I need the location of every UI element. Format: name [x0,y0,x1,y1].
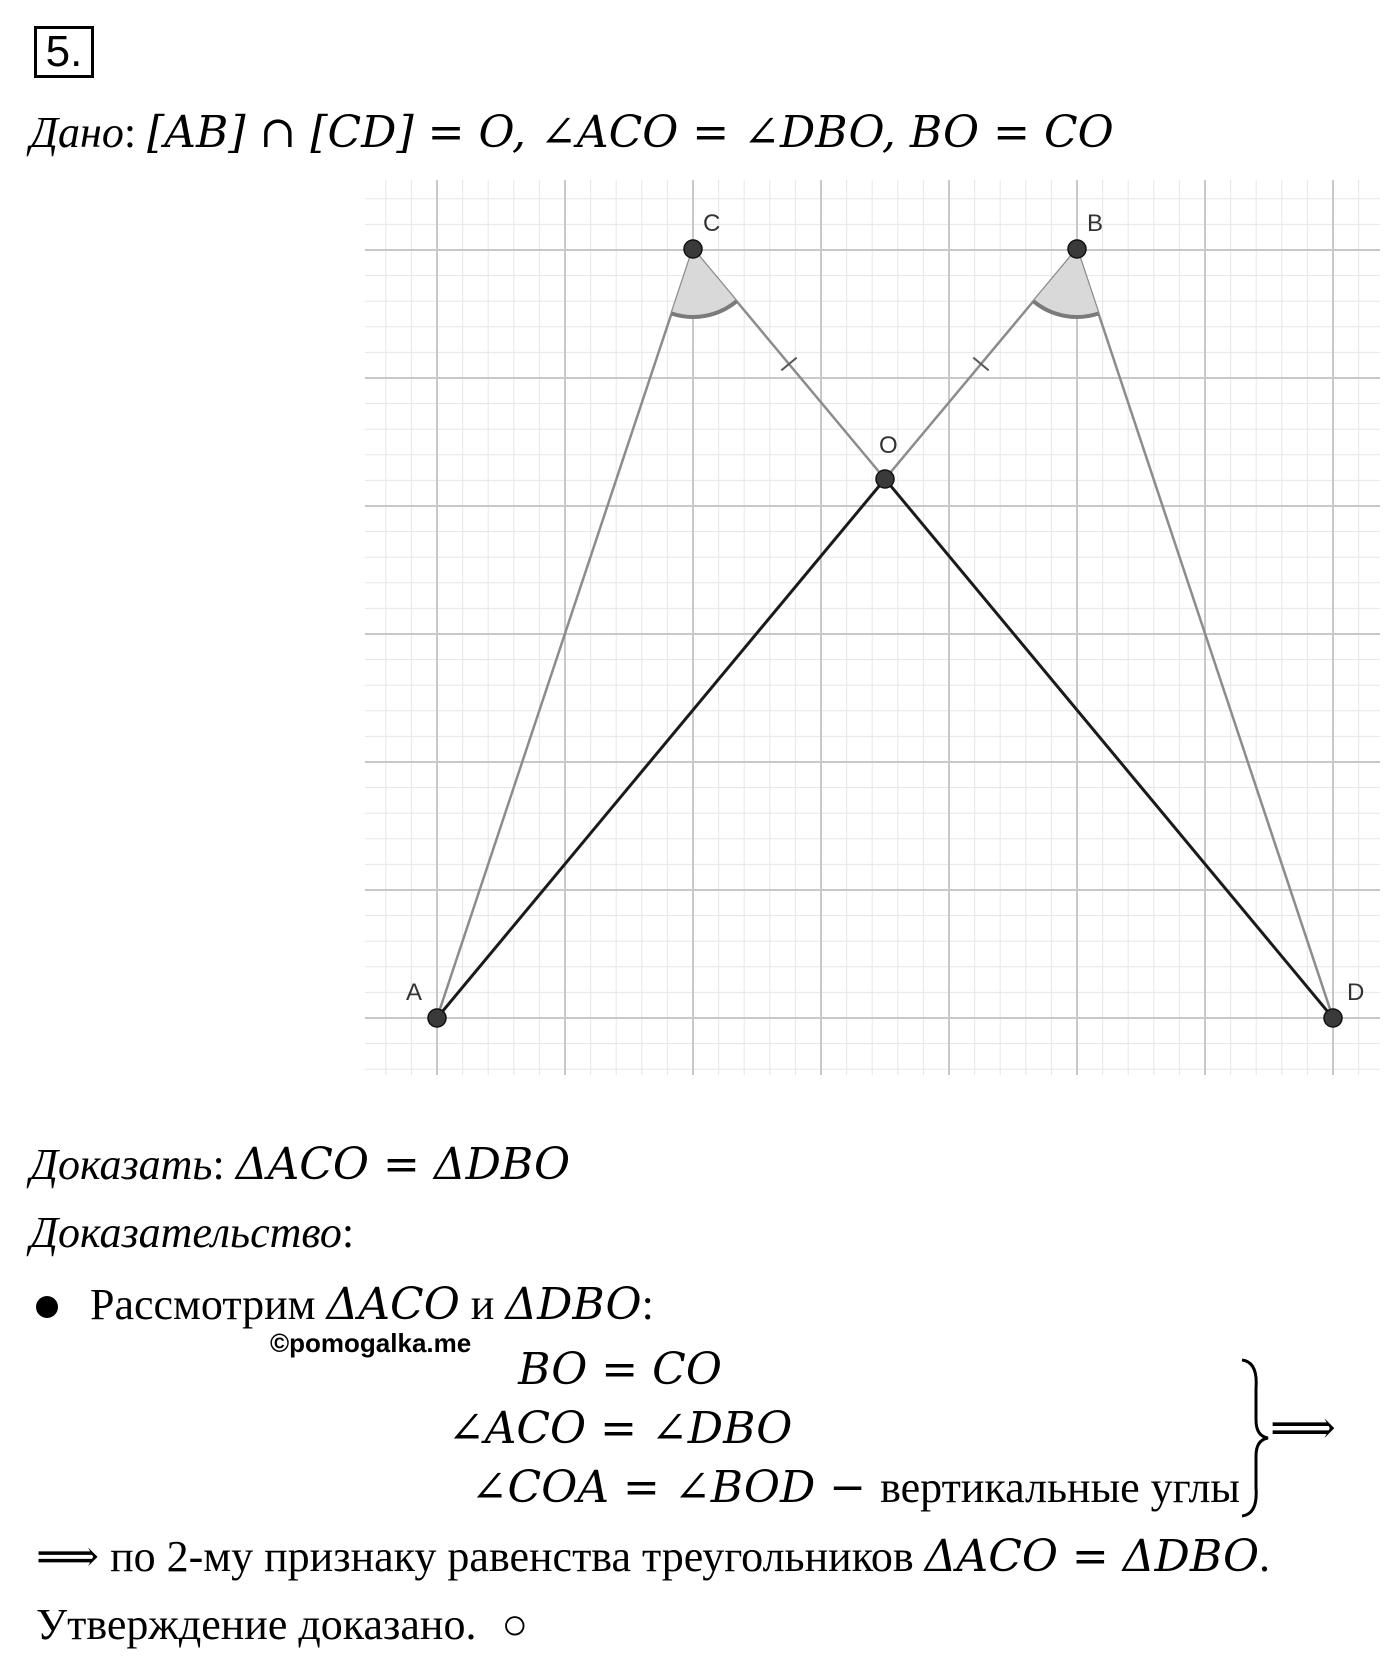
grid [365,180,1380,1075]
consider-line [90,1280,654,1330]
conclusion-math: ΔACO = ΔDBO [924,1531,1260,1582]
problem-number: 5. [34,26,94,78]
conclusion-dot: . [1259,1532,1271,1581]
given-statement: [AB] ∩ [CD] = O, ∠ACO = ∠DBO, BO = CO [147,107,1114,158]
end-mark: ○ [501,1600,529,1649]
point-label-c: C [703,210,721,237]
watermark: ©pomogalka.me [270,1328,472,1358]
prove-line [30,1140,570,1190]
consider-colon: : [641,1280,654,1329]
triangle-dbo: ΔDBO [505,1279,642,1330]
point-label-a: A [406,979,423,1006]
implies-arrow: ⟹ [1270,1400,1336,1454]
conclusion-text: по 2-му признаку равенства треугольников [99,1532,925,1581]
given-label: Дано [30,108,124,157]
tick-bo [973,358,988,371]
proof-heading [30,1208,354,1258]
point-c [684,240,702,258]
point-label-o: O [879,432,898,459]
point-a [428,1009,446,1027]
consider-prefix: Рассмотрим [90,1280,327,1329]
segment-ao [437,479,885,1018]
angle-marks [672,249,1099,317]
consider-and: и [459,1280,506,1329]
final-line [36,1600,528,1650]
bullet [36,1296,58,1318]
point-d [1324,1009,1342,1027]
prove-statement: ΔACO = ΔDBO [235,1139,571,1190]
proof-colon: : [341,1208,355,1257]
conclusion-line [36,1532,1270,1582]
point-label-d: D [1347,979,1365,1006]
equal-marks [781,358,988,371]
given-colon: : [123,108,137,157]
segment-od [885,479,1333,1018]
prove-label: Доказать [30,1140,213,1189]
condition-3-text: вертикальные углы [880,1463,1240,1512]
proof-label: Доказательство [30,1208,342,1257]
prove-colon: : [212,1140,225,1189]
condition-3 [471,1463,1240,1513]
triangle-aco: ΔACO [326,1279,460,1330]
conclusion-arrow: ⟹ [36,1531,100,1582]
point-b [1068,240,1086,258]
condition-2: ∠ACO = ∠DBO [447,1403,793,1454]
final-text: Утверждение доказано. [36,1600,477,1649]
tick-co [781,358,796,371]
condition-1: BO = CO [518,1344,722,1395]
point-label-b: B [1087,210,1104,237]
point-o [876,470,894,488]
points [406,210,1364,1027]
condition-3-math: ∠COA = ∠BOD − [470,1462,881,1513]
